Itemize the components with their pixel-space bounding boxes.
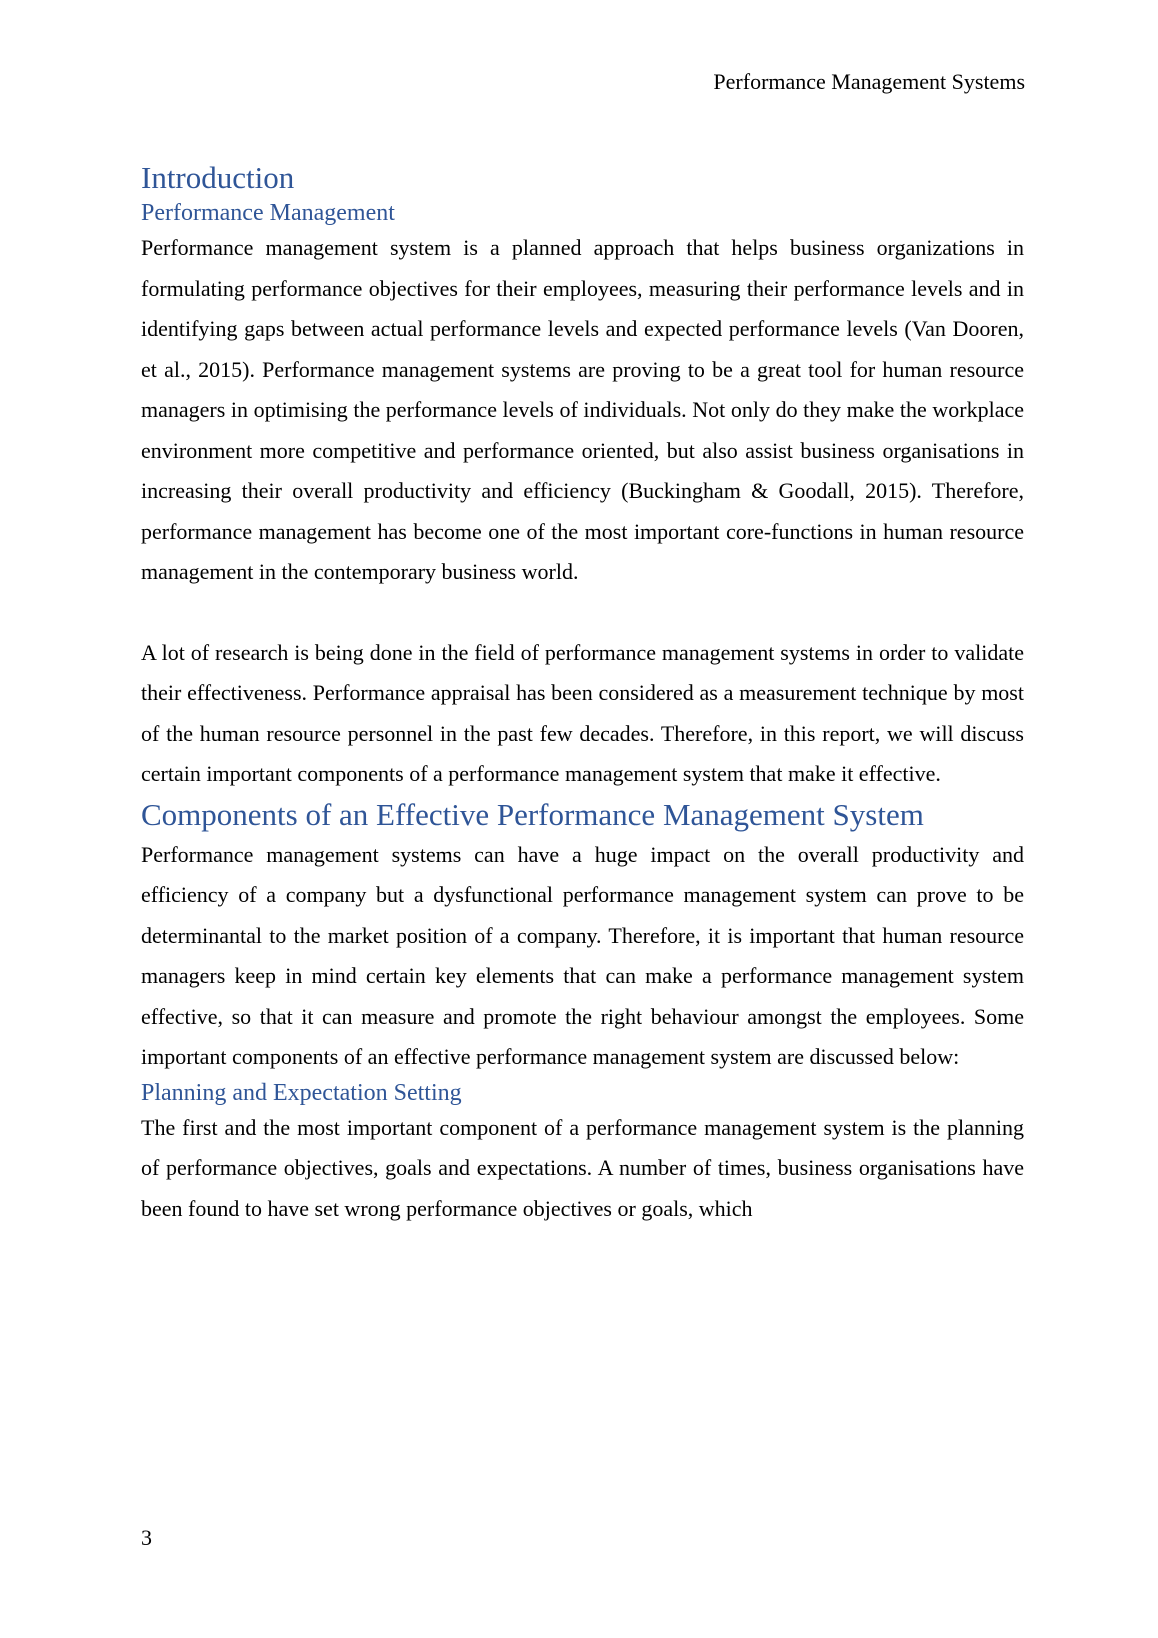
- components-heading: Components of an Effective Performance Management System: [141, 796, 924, 832]
- planning-subheading: Planning and Expectation Setting: [141, 1079, 462, 1106]
- performance-management-subheading: Performance Management: [141, 200, 395, 226]
- running-header: Performance Management Systems: [713, 69, 1025, 94]
- components-paragraph-1: Performance management systems can have a huge impact on the overall productivity and efficiency of a company but a dysfunctional performance management system can prove to be determinantal to the market position of a company. Therefore, it is important that human resource managers keep in mind certain key elements that can make a performance management system effective, so that it can measure and promote the right behaviour amongst the employees. Some important components of an effective performance management system are discussed below:: [141, 841, 1024, 1069]
- page-number: 3: [141, 1525, 152, 1550]
- introduction-paragraph-2: A lot of research is being done in the field of performance management systems in order to validate their effectiveness. Performance appraisal has been considered as a measurement technique by most of the human resource personnel in the past few decades. Therefore, in this report, we will discuss certain important components of a performance management system that make it effective.: [141, 639, 1024, 786]
- page-content: [141, 158, 1024, 1229]
- introduction-heading: Introduction: [141, 160, 295, 195]
- introduction-paragraph-1: Performance management system is a planned approach that helps business organizations in formulating performance objectives for their employees, measuring their performance levels and in identifying gaps between actual performance levels and expected performance levels (Van Dooren, et al., 2015). Performance management systems are proving to be a great tool for human resource managers in optimising the performance levels of individuals. Not only do they make the workplace environment more competitive and performance oriented, but also assist business organisations in increasing their overall productivity and efficiency (Buckingham & Goodall, 2015). Therefore, performance management has become one of the most important core-functions in human resource management in the contemporary business world.: [141, 235, 1024, 584]
- planning-paragraph-1: The first and the most important component of a performance management system is the planning of performance objectives, goals and expectations. A number of times, business organisations have been found to have set wrong performance objectives or goals, which: [141, 1114, 1024, 1221]
